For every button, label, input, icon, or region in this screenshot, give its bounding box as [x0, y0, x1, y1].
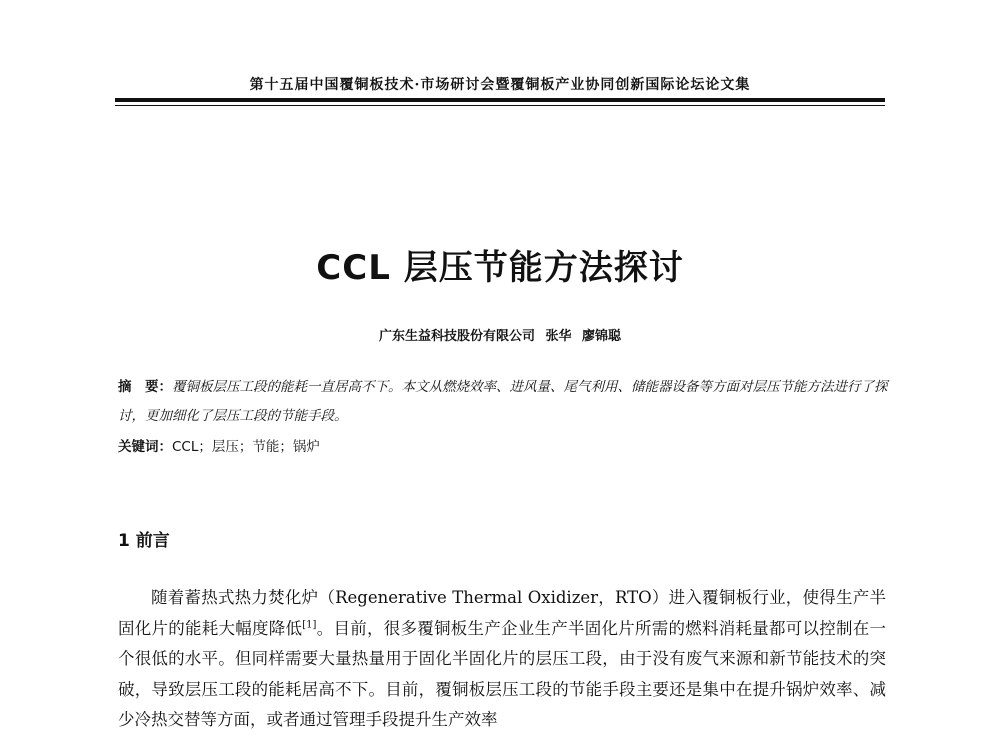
- abstract-label: 摘 要：: [118, 379, 172, 395]
- keywords-label: 关键词：: [118, 439, 172, 455]
- running-head: 第十五届中国覆铜板技术·市场研讨会暨覆铜板产业协同创新国际论坛论文集: [249, 77, 751, 93]
- citation-ref[interactable]: [1]: [302, 619, 317, 630]
- header-rule-thin: [115, 105, 885, 106]
- abstract-text: 覆铜板层压工段的能耗一直居高不下。本文从燃烧效率、进风量、尾气利用、储能器设备等方面对层压节能方法进行了探讨，更加细化了层压工段的节能手段。: [118, 379, 888, 424]
- affiliation: 广东生益科技股份有限公司: [378, 329, 535, 344]
- keywords-text: CCL；层压；节能；锅炉: [172, 439, 320, 455]
- author-1: 张华: [545, 329, 572, 344]
- keywords: [118, 433, 888, 462]
- author-2: 廖锦聪: [582, 329, 622, 344]
- body-paragraph: [118, 583, 886, 736]
- byline: [0, 325, 1000, 344]
- paragraph-part2: 。目前，很多覆铜板生产企业生产半固化片所需的燃料消耗量都可以控制在一个很低的水平。但同样需要大量热量用于固化半固化片的层压工段，由于没有废气来源和新节能技术的突破，导致层压工段的能耗居高不下。目前，覆铜板层压工段的节能手段主要还是集中在提升锅炉效率、减少冷热交替等方面，或者通过管理手段提升生产效率: [118, 618, 887, 729]
- section-heading: 1 前言: [118, 531, 170, 551]
- header-rule-thick: [115, 98, 885, 102]
- abstract: [118, 373, 888, 431]
- paper-title: CCL 层压节能方法探讨: [316, 248, 684, 288]
- paragraph-part1: 随着蓄热式热力焚化炉（Regenerative Thermal Oxidizer，RTO）进入覆铜板行业，使得生产半固化片的能耗大幅度降低: [118, 588, 886, 638]
